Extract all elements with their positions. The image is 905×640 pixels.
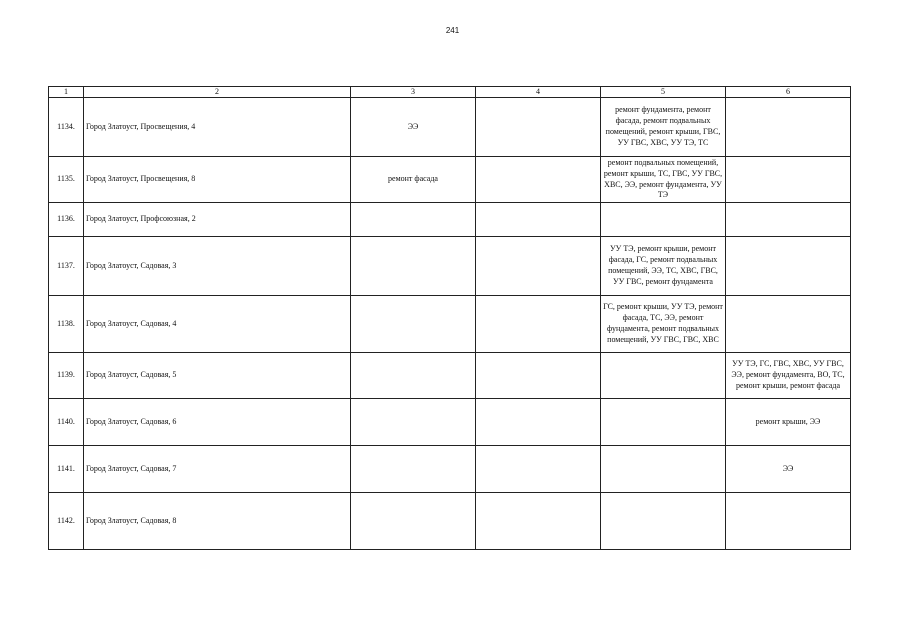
table-row — [49, 296, 851, 353]
col4-cell — [476, 446, 601, 493]
col6-cell — [726, 203, 851, 237]
col3-cell — [351, 399, 476, 446]
col4-cell — [476, 157, 601, 203]
col4-cell — [476, 399, 601, 446]
table-row — [49, 98, 851, 157]
table-row — [49, 446, 851, 493]
col5-cell: ГС, ремонт крыши, УУ ТЭ, ремонт фасада, ТС, ЭЭ, ремонт фундамента, ремонт подвальных помещений, УУ ГВС, ГВС, ХВС — [601, 296, 726, 353]
col3-cell: ЭЭ — [351, 98, 476, 157]
col5-cell — [601, 446, 726, 493]
col3-cell — [351, 237, 476, 296]
col3-cell — [351, 203, 476, 237]
table-row — [49, 237, 851, 296]
col5-cell: ремонт фундамента, ремонт фасада, ремонт подвальных помещений, ремонт крыши, ГВС, УУ ГВС, ХВС, УУ ТЭ, ТС — [601, 98, 726, 157]
page-number: 241 — [445, 26, 460, 35]
col5-cell: ремонт подвальных помещений, ремонт крыши, ТС, ГВС, УУ ГВС, ХВС, ЭЭ, ремонт фундамента, УУ ТЭ — [601, 157, 726, 203]
table-row — [49, 353, 851, 399]
row-number: 1140. — [49, 399, 84, 446]
col3-cell — [351, 296, 476, 353]
address-cell: Город Златоуст, Просвещения, 8 — [84, 157, 351, 203]
row-number: 1134. — [49, 98, 84, 157]
row-number: 1142. — [49, 493, 84, 550]
col5-cell: УУ ТЭ, ремонт крыши, ремонт фасада, ГС, ремонт подвальных помещений, ЭЭ, ТС, ХВС, ГВС, УУ ГВС, ремонт фундамента — [601, 237, 726, 296]
col4-cell — [476, 353, 601, 399]
col6-cell — [726, 98, 851, 157]
address-cell: Город Златоуст, Садовая, 3 — [84, 237, 351, 296]
col6-cell — [726, 296, 851, 353]
row-number: 1138. — [49, 296, 84, 353]
address-cell: Город Златоуст, Садовая, 8 — [84, 493, 351, 550]
row-number: 1135. — [49, 157, 84, 203]
col-header-4: 4 — [476, 87, 601, 98]
col5-cell — [601, 493, 726, 550]
col4-cell — [476, 237, 601, 296]
address-cell: Город Златоуст, Профсоюзная, 2 — [84, 203, 351, 237]
col6-cell — [726, 237, 851, 296]
col-header-5: 5 — [601, 87, 726, 98]
col-header-2: 2 — [84, 87, 351, 98]
address-cell: Город Златоуст, Садовая, 6 — [84, 399, 351, 446]
col3-cell — [351, 446, 476, 493]
col-header-1: 1 — [49, 87, 84, 98]
address-cell: Город Златоуст, Садовая, 7 — [84, 446, 351, 493]
col5-cell — [601, 203, 726, 237]
col4-cell — [476, 493, 601, 550]
col4-cell — [476, 98, 601, 157]
col6-cell: ремонт крыши, ЭЭ — [726, 399, 851, 446]
address-cell: Город Златоуст, Садовая, 4 — [84, 296, 351, 353]
col6-cell: УУ ТЭ, ГС, ГВС, ХВС, УУ ГВС, ЭЭ, ремонт фундамента, ВО, ТС, ремонт крыши, ремонт фасада — [726, 353, 851, 399]
table-row — [49, 399, 851, 446]
col-header-3: 3 — [351, 87, 476, 98]
table-row — [49, 493, 851, 550]
row-number: 1139. — [49, 353, 84, 399]
col6-cell — [726, 157, 851, 203]
col5-cell — [601, 399, 726, 446]
col4-cell — [476, 203, 601, 237]
table-row — [49, 203, 851, 237]
row-number: 1137. — [49, 237, 84, 296]
address-cell: Город Златоуст, Садовая, 5 — [84, 353, 351, 399]
col4-cell — [476, 296, 601, 353]
header-row — [49, 87, 851, 98]
works-table — [48, 86, 851, 550]
col6-cell: ЭЭ — [726, 446, 851, 493]
row-number: 1136. — [49, 203, 84, 237]
address-cell: Город Златоуст, Просвещения, 4 — [84, 98, 351, 157]
col3-cell: ремонт фасада — [351, 157, 476, 203]
col5-cell — [601, 353, 726, 399]
row-number: 1141. — [49, 446, 84, 493]
col6-cell — [726, 493, 851, 550]
col3-cell — [351, 493, 476, 550]
col-header-6: 6 — [726, 87, 851, 98]
table-row — [49, 157, 851, 203]
col3-cell — [351, 353, 476, 399]
